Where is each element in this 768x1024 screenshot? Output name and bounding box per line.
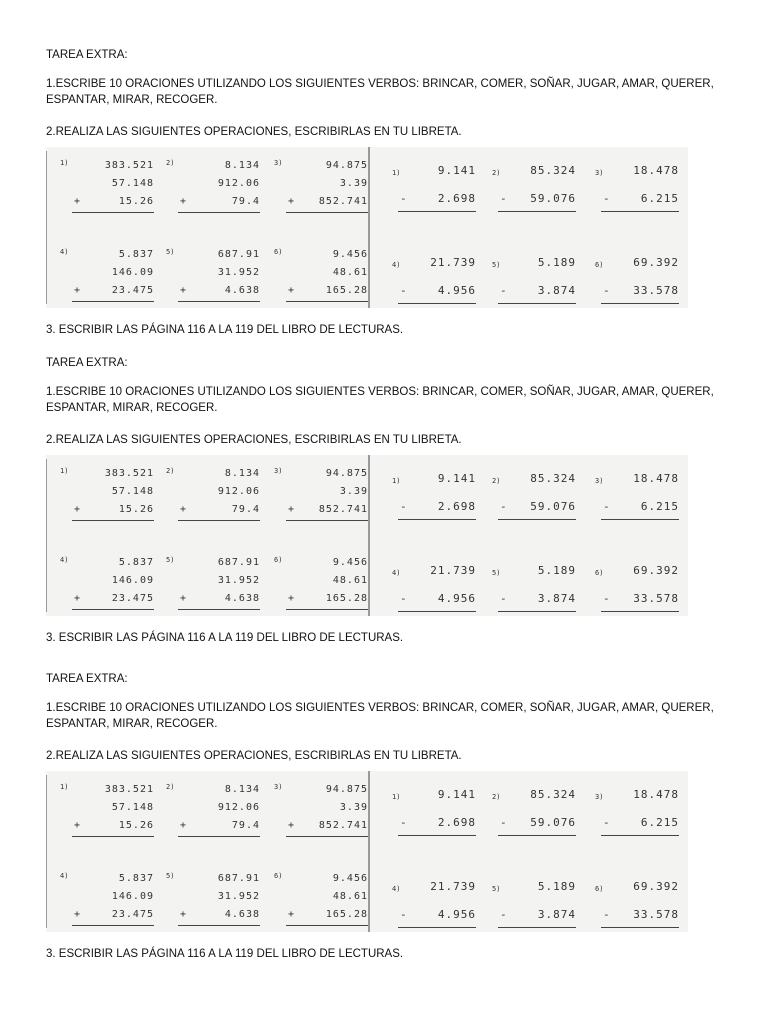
problem-number: 4) [392, 261, 401, 269]
result-line [601, 835, 679, 836]
minus-sign: - [500, 500, 507, 513]
addend: 852.741 [318, 504, 368, 515]
result-line [398, 211, 476, 212]
problem-number: 6) [274, 556, 283, 564]
minuend: 69.392 [633, 256, 679, 269]
instruction-reading: 3. ESCRIBIR LAS PÁGINA 116 A LA 119 DEL LIBRO DE LECTURAS. [46, 324, 404, 336]
addition-problem [274, 872, 368, 922]
result-line [498, 835, 576, 836]
instruction-reading: 3. ESCRIBIR LAS PÁGINA 116 A LA 119 DEL LIBRO DE LECTURAS. [46, 632, 404, 644]
addend: 3.39 [339, 802, 368, 813]
addend: 94.875 [325, 784, 368, 795]
result-line [601, 211, 679, 212]
addition-problem [166, 556, 260, 606]
addend: 48.61 [332, 575, 368, 586]
addition-problem [274, 159, 368, 209]
addition-problem [166, 872, 260, 922]
plus-sign: + [74, 593, 81, 604]
minuend: 85.324 [530, 164, 576, 177]
subtraction-problem [595, 787, 679, 837]
problem-number: 2) [166, 783, 175, 791]
plus-sign: + [180, 909, 187, 920]
problem-number: 2) [492, 169, 501, 177]
problem-number: 6) [274, 248, 283, 256]
subtraction-problem [595, 163, 679, 213]
addend: 15.26 [118, 504, 154, 515]
problem-number: 6) [595, 885, 604, 893]
problem-number: 5) [166, 872, 175, 880]
sum-line [178, 212, 260, 213]
problem-number: 1) [392, 477, 401, 485]
plus-sign: + [74, 504, 81, 515]
plus-sign: + [288, 909, 295, 920]
minuend: 5.189 [537, 880, 576, 893]
subtraction-problem [392, 879, 476, 929]
subtrahend: 6.215 [640, 192, 679, 205]
plus-sign: + [288, 504, 295, 515]
problem-number: 5) [492, 261, 501, 269]
result-line [498, 211, 576, 212]
minus-sign: - [400, 192, 407, 205]
problem-number: 3) [595, 169, 604, 177]
result-line [398, 835, 476, 836]
minus-sign: - [603, 908, 610, 921]
addend: 31.952 [217, 575, 260, 586]
addend: 8.134 [224, 160, 260, 171]
subtraction-problem [492, 163, 576, 213]
result-line [498, 927, 576, 928]
addend: 4.638 [224, 909, 260, 920]
problem-number: 3) [595, 477, 604, 485]
addend: 23.475 [111, 285, 154, 296]
addend: 4.638 [224, 593, 260, 604]
minuend: 21.739 [430, 256, 476, 269]
subtraction-problem [595, 563, 679, 613]
plus-sign: + [180, 285, 187, 296]
addition-problem [60, 248, 154, 298]
addend: 5.837 [118, 249, 154, 260]
sum-line [72, 212, 154, 213]
instruction-operations: 2.REALIZA LAS SIGUIENTES OPERACIONES, ESCRIBIRLAS EN TU LIBRETA. [46, 126, 462, 138]
subtrahend: 4.956 [437, 284, 476, 297]
addend: 15.26 [118, 196, 154, 207]
problem-number: 6) [595, 569, 604, 577]
subtraction-problem [595, 879, 679, 929]
sum-line [178, 301, 260, 302]
minuend: 18.478 [633, 164, 679, 177]
minuend: 85.324 [530, 788, 576, 801]
addend: 165.28 [325, 285, 368, 296]
addend: 9.456 [332, 557, 368, 568]
plus-sign: + [74, 820, 81, 831]
problem-number: 3) [274, 159, 283, 167]
result-line [498, 611, 576, 612]
plus-sign: + [180, 820, 187, 831]
plus-sign: + [74, 196, 81, 207]
subtrahend: 4.956 [437, 592, 476, 605]
subtrahend: 2.698 [437, 816, 476, 829]
addend: 79.4 [231, 820, 260, 831]
addend: 48.61 [332, 267, 368, 278]
addend: 146.09 [111, 575, 154, 586]
problem-number: 1) [60, 467, 69, 475]
addend: 5.837 [118, 557, 154, 568]
block-title: TAREA EXTRA: [46, 357, 128, 369]
addend: 165.28 [325, 593, 368, 604]
problem-number: 1) [60, 783, 69, 791]
addend: 23.475 [111, 909, 154, 920]
subtrahend: 3.874 [537, 908, 576, 921]
minus-sign: - [500, 192, 507, 205]
left-border-line [46, 775, 47, 928]
subtraction-problem [392, 563, 476, 613]
left-border-line [46, 459, 47, 612]
subtraction-problem [392, 471, 476, 521]
minus-sign: - [500, 816, 507, 829]
minuend: 9.141 [437, 788, 476, 801]
sum-line [72, 609, 154, 610]
subtraction-problem [392, 163, 476, 213]
minuend: 21.739 [430, 880, 476, 893]
addition-problem [166, 467, 260, 517]
minuend: 69.392 [633, 880, 679, 893]
subtrahend: 33.578 [633, 592, 679, 605]
subtrahend: 3.874 [537, 284, 576, 297]
problem-number: 4) [60, 556, 69, 564]
subtraction-problem [595, 471, 679, 521]
instruction-sentences: 1.ESCRIBE 10 ORACIONES UTILIZANDO LOS SIGUIENTES VERBOS: BRINCAR, COMER, SOÑAR, JUGAR, AMAR, QUERER, ESPANTAR, MIRAR, RECOGER. [46, 702, 714, 730]
operations-image [46, 771, 688, 932]
sum-line [72, 836, 154, 837]
addend: 5.837 [118, 873, 154, 884]
subtrahend: 4.956 [437, 908, 476, 921]
addend: 4.638 [224, 285, 260, 296]
addend: 383.521 [104, 468, 154, 479]
instruction-sentences: 1.ESCRIBE 10 ORACIONES UTILIZANDO LOS SIGUIENTES VERBOS: BRINCAR, COMER, SOÑAR, JUGAR, AMAR, QUERER, ESPANTAR, MIRAR, RECOGER. [46, 386, 714, 414]
subtraction-problem [492, 879, 576, 929]
addend: 57.148 [111, 178, 154, 189]
plus-sign: + [180, 196, 187, 207]
minus-sign: - [603, 500, 610, 513]
result-line [398, 519, 476, 520]
addend: 852.741 [318, 820, 368, 831]
subtrahend: 59.076 [530, 816, 576, 829]
minuend: 5.189 [537, 256, 576, 269]
addend: 3.39 [339, 178, 368, 189]
result-line [398, 611, 476, 612]
addend: 9.456 [332, 873, 368, 884]
addend: 8.134 [224, 784, 260, 795]
addend: 912.06 [217, 802, 260, 813]
addend: 383.521 [104, 784, 154, 795]
addend: 15.26 [118, 820, 154, 831]
minuend: 18.478 [633, 788, 679, 801]
minuend: 18.478 [633, 472, 679, 485]
result-line [601, 303, 679, 304]
problem-number: 6) [595, 261, 604, 269]
plus-sign: + [288, 196, 295, 207]
result-line [398, 303, 476, 304]
problem-number: 5) [492, 885, 501, 893]
addend: 8.134 [224, 468, 260, 479]
plus-sign: + [288, 820, 295, 831]
addition-problem [274, 556, 368, 606]
problem-number: 4) [392, 885, 401, 893]
problem-number: 1) [392, 169, 401, 177]
addition-problem [166, 248, 260, 298]
problem-number: 3) [595, 793, 604, 801]
addend: 687.91 [217, 249, 260, 260]
operations-image [46, 455, 688, 616]
minuend: 85.324 [530, 472, 576, 485]
addend: 165.28 [325, 909, 368, 920]
subtrahend: 59.076 [530, 192, 576, 205]
minus-sign: - [500, 592, 507, 605]
minus-sign: - [603, 192, 610, 205]
plus-sign: + [74, 909, 81, 920]
sum-line [286, 212, 368, 213]
addition-problem [60, 556, 154, 606]
problem-number: 1) [60, 159, 69, 167]
subtrahend: 2.698 [437, 192, 476, 205]
problem-number: 4) [392, 569, 401, 577]
minuend: 69.392 [633, 564, 679, 577]
result-line [601, 927, 679, 928]
instruction-operations: 2.REALIZA LAS SIGUIENTES OPERACIONES, ESCRIBIRLAS EN TU LIBRETA. [46, 434, 462, 446]
addend: 146.09 [111, 267, 154, 278]
problem-number: 2) [166, 159, 175, 167]
addition-problem [274, 467, 368, 517]
minus-sign: - [400, 908, 407, 921]
problem-number: 2) [492, 477, 501, 485]
subtrahend: 33.578 [633, 284, 679, 297]
operations-image [46, 147, 688, 308]
result-line [498, 519, 576, 520]
sum-line [286, 925, 368, 926]
sum-line [286, 301, 368, 302]
addend: 79.4 [231, 196, 260, 207]
minus-sign: - [400, 284, 407, 297]
instruction-sentences: 1.ESCRIBE 10 ORACIONES UTILIZANDO LOS SIGUIENTES VERBOS: BRINCAR, COMER, SOÑAR, JUGAR, AMAR, QUERER, ESPANTAR, MIRAR, RECOGER. [46, 78, 714, 106]
sum-line [178, 609, 260, 610]
minuend: 9.141 [437, 472, 476, 485]
addend: 383.521 [104, 160, 154, 171]
sum-line [178, 836, 260, 837]
addition-problem [60, 783, 154, 833]
minus-sign: - [400, 592, 407, 605]
addend: 3.39 [339, 486, 368, 497]
problem-number: 3) [274, 783, 283, 791]
addend: 23.475 [111, 593, 154, 604]
minuend: 21.739 [430, 564, 476, 577]
problem-number: 3) [274, 467, 283, 475]
sum-line [286, 609, 368, 610]
subtraction-problem [492, 471, 576, 521]
plus-sign: + [288, 593, 295, 604]
divider-line [368, 771, 370, 932]
subtrahend: 2.698 [437, 500, 476, 513]
addition-problem [166, 783, 260, 833]
subtraction-problem [492, 255, 576, 305]
subtraction-problem [392, 787, 476, 837]
subtrahend: 6.215 [640, 500, 679, 513]
instruction-operations: 2.REALIZA LAS SIGUIENTES OPERACIONES, ESCRIBIRLAS EN TU LIBRETA. [46, 750, 462, 762]
addend: 687.91 [217, 873, 260, 884]
problem-number: 4) [60, 872, 69, 880]
divider-line [368, 455, 370, 616]
sum-line [72, 925, 154, 926]
addition-problem [166, 159, 260, 209]
block-title: TAREA EXTRA: [46, 49, 128, 61]
subtraction-problem [392, 255, 476, 305]
addend: 48.61 [332, 891, 368, 902]
problem-number: 2) [166, 467, 175, 475]
addend: 31.952 [217, 267, 260, 278]
plus-sign: + [74, 285, 81, 296]
subtrahend: 3.874 [537, 592, 576, 605]
subtraction-problem [595, 255, 679, 305]
plus-sign: + [180, 504, 187, 515]
instruction-reading: 3. ESCRIBIR LAS PÁGINA 116 A LA 119 DEL LIBRO DE LECTURAS. [46, 948, 404, 960]
problem-number: 6) [274, 872, 283, 880]
minus-sign: - [603, 592, 610, 605]
result-line [601, 611, 679, 612]
addition-problem [274, 248, 368, 298]
addend: 146.09 [111, 891, 154, 902]
addend: 852.741 [318, 196, 368, 207]
problem-number: 5) [492, 569, 501, 577]
minus-sign: - [400, 500, 407, 513]
addend: 94.875 [325, 160, 368, 171]
addend: 687.91 [217, 557, 260, 568]
subtraction-problem [492, 787, 576, 837]
sum-line [286, 836, 368, 837]
minus-sign: - [500, 908, 507, 921]
subtrahend: 59.076 [530, 500, 576, 513]
addend: 94.875 [325, 468, 368, 479]
addend: 912.06 [217, 178, 260, 189]
sum-line [286, 520, 368, 521]
addition-problem [60, 159, 154, 209]
minuend: 9.141 [437, 164, 476, 177]
problem-number: 5) [166, 248, 175, 256]
addend: 912.06 [217, 486, 260, 497]
result-line [398, 927, 476, 928]
addend: 57.148 [111, 802, 154, 813]
addition-problem [60, 872, 154, 922]
plus-sign: + [180, 593, 187, 604]
sum-line [178, 520, 260, 521]
minus-sign: - [500, 284, 507, 297]
addition-problem [60, 467, 154, 517]
result-line [498, 303, 576, 304]
minus-sign: - [603, 284, 610, 297]
subtrahend: 33.578 [633, 908, 679, 921]
addend: 79.4 [231, 504, 260, 515]
problem-number: 1) [392, 793, 401, 801]
addend: 9.456 [332, 249, 368, 260]
divider-line [368, 147, 370, 308]
addend: 57.148 [111, 486, 154, 497]
left-border-line [46, 151, 47, 304]
minuend: 5.189 [537, 564, 576, 577]
result-line [601, 519, 679, 520]
subtraction-problem [492, 563, 576, 613]
addend: 31.952 [217, 891, 260, 902]
sum-line [72, 301, 154, 302]
subtrahend: 6.215 [640, 816, 679, 829]
minus-sign: - [603, 816, 610, 829]
minus-sign: - [400, 816, 407, 829]
problem-number: 4) [60, 248, 69, 256]
problem-number: 2) [492, 793, 501, 801]
block-title: TAREA EXTRA: [46, 673, 128, 685]
sum-line [178, 925, 260, 926]
addition-problem [274, 783, 368, 833]
plus-sign: + [288, 285, 295, 296]
problem-number: 5) [166, 556, 175, 564]
sum-line [72, 520, 154, 521]
